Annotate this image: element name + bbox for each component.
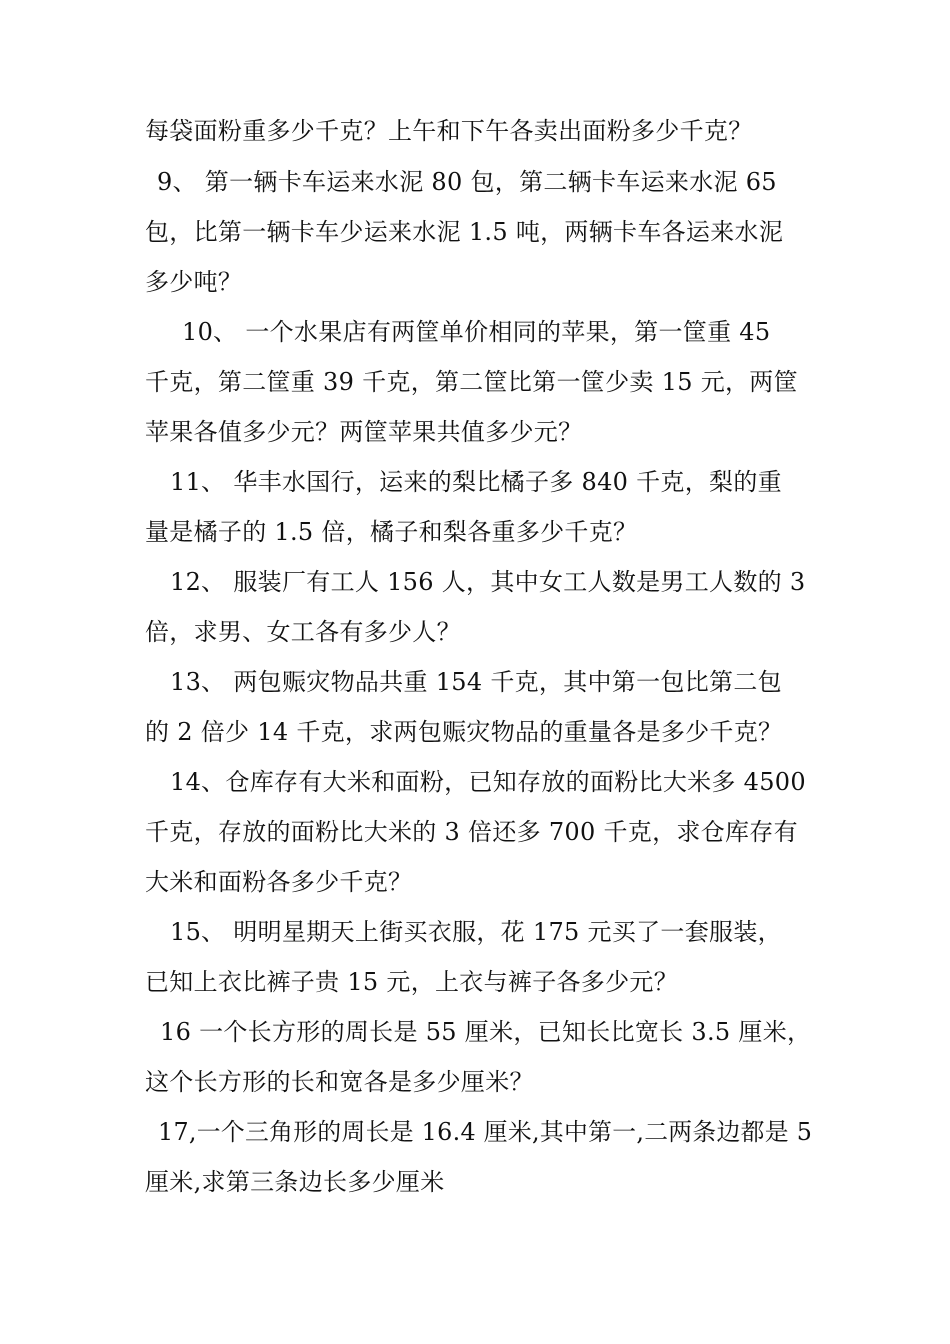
text-line: 13、 两包赈灾物品共重 154 千克，其中第一包比第二包 [170,668,782,696]
text-line: 的 2 倍少 14 千克，求两包赈灾物品的重量各是多少千克？ [145,718,783,746]
text-line: 包，比第一辆卡车少运来水泥 1.5 吨，两辆卡车各运来水泥 [145,218,784,246]
text-line: 多少吨？ [145,268,243,296]
text-line: 每袋面粉重多少千克？上午和下午各卖出面粉多少千克？ [145,117,753,145]
text-line: 苹果各值多少元？两筐苹果共值多少元？ [145,418,583,446]
text-line: 9、 第一辆卡车运来水泥 80 包，第二辆卡车运来水泥 65 [157,168,777,196]
text-line: 量是橘子的 1.5 倍，橘子和梨各重多少千克？ [145,518,638,546]
text-line: 这个长方形的长和宽各是多少厘米？ [145,1068,534,1096]
text-line: 已知上衣比裤子贵 15 元，上衣与裤子各多少元？ [145,968,678,996]
text-line: 10、 一个水果店有两筐单价相同的苹果，第一筐重 45 [182,318,771,346]
text-line: 厘米,求第三条边长多少厘米 [145,1168,445,1196]
text-line: 千克，第二筐重 39 千克，第二筐比第一筐少卖 15 元，两筐 [145,368,798,396]
text-line: 15、 明明星期天上街买衣服，花 175 元买了一套服装， [170,918,782,946]
text-line: 14、仓库存有大米和面粉，已知存放的面粉比大米多 4500 [170,768,806,796]
text-line: 12、 服装厂有工人 156 人，其中女工人数是男工人数的 3 [170,568,806,596]
text-line: 17,一个三角形的周长是 16.4 厘米,其中第一,二两条边都是 5 [158,1118,813,1146]
text-line: 16 一个长方形的周长是 55 厘米，已知长比宽长 3.5 厘米， [160,1018,812,1046]
text-line: 千克，存放的面粉比大米的 3 倍还多 700 千克，求仓库存有 [145,818,798,846]
text-line: 11、 华丰水国行，运来的梨比橘子多 840 千克，梨的重 [170,468,782,496]
text-line: 倍，求男、女工各有多少人？ [145,618,461,646]
text-line: 大米和面粉各多少千克？ [145,868,413,896]
